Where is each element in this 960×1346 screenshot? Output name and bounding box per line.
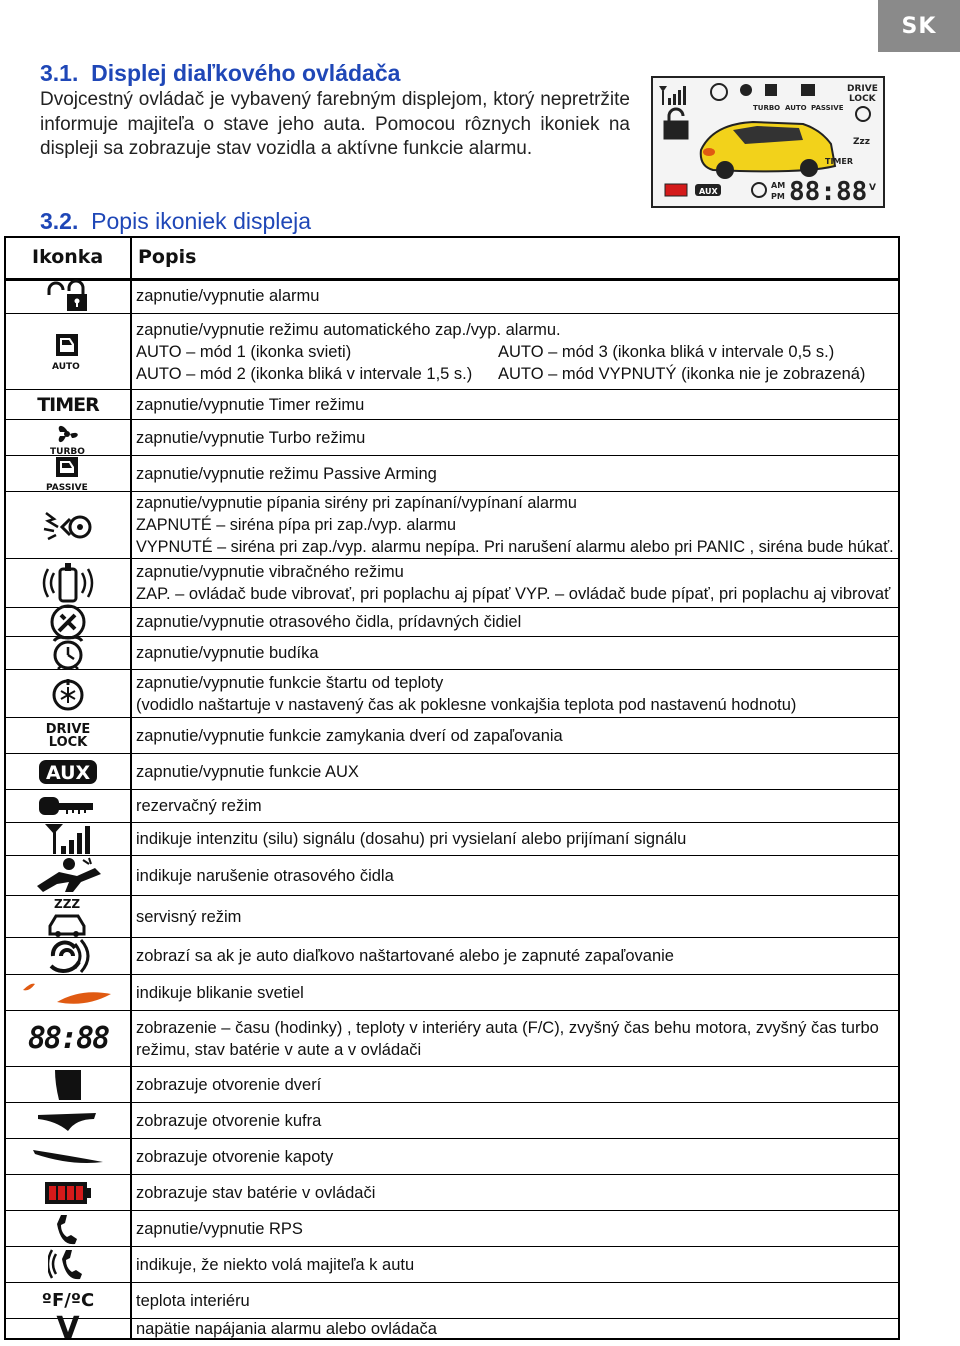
table-row [6, 278, 898, 314]
passive-icon [6, 456, 130, 491]
description-line: VYPNUTÉ – siréna pri zap./vyp. alarmu nepípa. Pri narušení alarmu alebo pri PANIC , siréna bude húkať. [136, 538, 894, 556]
row-description [136, 718, 894, 753]
row-description [136, 938, 894, 974]
row-description [136, 559, 894, 607]
lights-icon [6, 975, 130, 1010]
section-3-2-heading: 3.2. Popis ikoniek displeja [40, 208, 312, 234]
table-row [6, 856, 898, 896]
row-description [136, 754, 894, 789]
table-row [6, 790, 898, 823]
pm-label: PM [771, 192, 785, 201]
table-row [6, 1247, 898, 1283]
row-description [136, 975, 894, 1010]
table-row [6, 637, 898, 670]
table-row [6, 896, 898, 938]
row-description [136, 823, 894, 855]
lock-label: LOCK [849, 94, 876, 104]
row-description [136, 1103, 894, 1138]
table-row [6, 1283, 898, 1319]
row-description [136, 1011, 894, 1066]
description-line: zapnutie/vypnutie budíka [136, 644, 319, 662]
row-description [136, 856, 894, 895]
description-line: zobrazuje otvorenie kufra [136, 1111, 322, 1130]
table-row [6, 823, 898, 856]
key-icon [6, 790, 130, 822]
table-row [6, 390, 898, 420]
svg-text:AUX: AUX [46, 761, 91, 784]
table-row [6, 1067, 898, 1103]
description-line: zobrazuje otvorenie dverí [136, 1075, 322, 1094]
description-line: zapnutie/vypnutie funkcie AUX [136, 762, 359, 781]
description-line: teplota interiéru [136, 1291, 250, 1310]
table-row [6, 1103, 898, 1139]
row-description [136, 1247, 894, 1282]
header-description: Popis [138, 246, 197, 268]
row-description [136, 1211, 894, 1246]
description-line: zapnutie/vypnutie pípania sirény pri zapínaní/vypínaní alarmu [136, 494, 577, 512]
row-description [136, 390, 894, 419]
padlock-icon [6, 278, 130, 313]
clock-digits: 88:88 [789, 177, 868, 206]
engine-running-icon [6, 938, 130, 974]
signal-icon [659, 86, 686, 105]
row-description [136, 1319, 894, 1338]
table-row [6, 670, 898, 718]
battery-icon [665, 184, 687, 196]
intruder-icon [6, 856, 130, 895]
drive-label: DRIVE [847, 84, 878, 94]
auto-label: AUTO [785, 104, 807, 112]
aux-label: AUX [699, 187, 718, 196]
description-line: indikuje intenzitu (silu) signálu (dosahu) pri vysielaní alebo prijímaní signálu [136, 830, 687, 848]
table-row [6, 1175, 898, 1211]
description-line: zapnutie/vypnutie Timer režimu [136, 395, 365, 414]
table-row [6, 975, 898, 1011]
volt-label: V [869, 183, 876, 193]
description-line: zobrazí sa ak je auto diaľkovo naštartované alebo je zapnuté zapaľovanie [136, 947, 674, 965]
description-line: indikuje, že niekto volá majiteľa k autu [136, 1255, 415, 1274]
vibration-icon [6, 559, 130, 607]
am-label: AM [771, 181, 786, 190]
temperature-start-icon [856, 107, 870, 121]
display-drawing [653, 78, 883, 206]
icon-table [4, 236, 900, 1346]
row-description [136, 420, 894, 455]
shock-sensor-icon [711, 84, 727, 100]
description-cell: AUTO – mód 3 (ikonka bliká v intervale 0,5 s.) [498, 342, 835, 361]
phone-icon [6, 1211, 130, 1246]
svg-text:ZZZ: ZZZ [54, 896, 81, 911]
row-description [136, 278, 894, 313]
aux-icon [6, 754, 130, 789]
description-line: indikuje blikanie svetiel [136, 983, 304, 1002]
padlock-icon [665, 109, 687, 138]
car-icon [701, 122, 835, 179]
signal-icon [6, 823, 130, 855]
table-row [6, 1139, 898, 1175]
svg-text:PASSIVE: PASSIVE [46, 482, 88, 493]
table-row [6, 1311, 898, 1346]
description-line: ZAPNUTÉ – siréna pípa pri zap./vyp. alarmu [136, 516, 457, 534]
table-row [6, 559, 898, 608]
description-line: napätie napájania alarmu alebo ovládača [136, 1319, 437, 1338]
siren-icon [6, 492, 130, 558]
table-row [6, 492, 898, 559]
turbo-label: TURBO [753, 104, 781, 112]
description-line: ZAP. – ovládač bude vibrovať, pri poplachu aj pípať VYP. – ovládač bude pípať, pri poplachu aj vibrovať [136, 585, 891, 603]
description-line: zapnutie/vypnutie Turbo režimu [136, 428, 366, 447]
description-line: režimu, stav batérie v aute a v ovládači [136, 1040, 422, 1059]
temperature-start-icon [6, 670, 130, 717]
alarm-clock-icon [6, 637, 130, 669]
row-description [136, 1067, 894, 1102]
description-line: zobrazuje stav batérie v ovládači [136, 1183, 376, 1202]
description-line: rezervačný režim [136, 797, 262, 815]
service-icon [6, 896, 130, 937]
table-row [6, 608, 898, 637]
table-row [6, 456, 898, 492]
alarm-clock-icon [752, 183, 766, 197]
description-line: zapnutie/vypnutie otrasového čidla, prídavných čidiel [136, 613, 522, 631]
description-pair [136, 363, 894, 385]
row-description [136, 896, 894, 937]
description-pair [136, 341, 894, 363]
temperature-unit-icon: ºF/ºC [41, 1290, 95, 1311]
passive-icon [801, 84, 815, 96]
row-description [136, 1175, 894, 1210]
header-icon: Ikonka [32, 246, 104, 268]
hood-icon [6, 1139, 130, 1174]
row-description [136, 637, 894, 669]
row-description [136, 790, 894, 822]
description-cell: AUTO – mód 1 (ikonka svieti) [136, 342, 352, 361]
description-line: zapnutie/vypnutie vibračného režimu [136, 563, 404, 581]
description-cell: AUTO – mód 2 (ikonka bliká v intervale 1,5 s.) [136, 364, 473, 383]
description-line: indikuje narušenie otrasového čidla [136, 866, 394, 885]
description-line: zapnutie/vypnutie alarmu [136, 286, 320, 305]
description-line: zobrazuje otvorenie kapoty [136, 1147, 334, 1166]
turbo-icon [6, 420, 130, 455]
zzz-label: Zzz [853, 137, 871, 147]
row-description [136, 1139, 894, 1174]
passive-label: PASSIVE [811, 104, 844, 112]
section-3-1-text: Dvojcestný ovládač je vybavený farebným displejom, ktorý nepretržite informuje majiteľa o stave jeho auta. Pomocou rôznych ikoniek na displeji sa zobrazuje stav vozidla a aktívne funkcie alarmu. [40, 89, 630, 159]
row-description [136, 314, 894, 389]
phone-ringing-icon [6, 1247, 130, 1282]
description-line: zapnutie/vypnutie režimu Passive Arming [136, 464, 437, 483]
description-line: zobrazenie – času (hodinky) , teploty v interiéry auta (F/C), zvyšný čas behu motora, zvyšný čas turbo [136, 1018, 879, 1037]
trunk-icon [6, 1103, 130, 1138]
door-icon [6, 1067, 130, 1102]
battery-icon [6, 1175, 130, 1210]
language-badge: SK [878, 0, 960, 52]
auto-icon [6, 314, 130, 389]
turbo-icon [740, 84, 752, 96]
drive-lock-icon: DRIVE LOCK [45, 721, 91, 750]
auto-icon [765, 84, 777, 96]
description-line: zapnutie/vypnutie režimu automatického zap./vyp. alarmu. [136, 320, 561, 339]
section-3-1-heading: 3.1. Displej diaľkového ovládača [40, 60, 401, 86]
table-header [6, 238, 898, 281]
table-row [6, 1211, 898, 1247]
svg-text:TURBO: TURBO [50, 446, 85, 456]
description-cell: AUTO – mód VYPNUTÝ (ikonka nie je zobrazená) [498, 364, 866, 383]
description-line: servisný režim [136, 907, 242, 926]
table-row [6, 938, 898, 975]
table-row [6, 1011, 898, 1067]
row-description [136, 1283, 894, 1318]
shock-sensor-icon [6, 608, 130, 636]
voltage-icon: V [56, 1311, 80, 1346]
timer-label: TIMER [825, 157, 854, 166]
clock-digits-icon: 88:88 [27, 1021, 109, 1056]
row-description [136, 456, 894, 491]
description-line: (vodidlo naštartuje v nastavený čas ak poklesne vonkajšia teplota pod nastavenú hodnotu) [136, 695, 797, 714]
row-description [136, 492, 894, 558]
timer-icon: TIMER [37, 393, 99, 416]
table-row [6, 718, 898, 754]
table-row [6, 420, 898, 456]
description-line: zapnutie/vypnutie funkcie zamykania dverí od zapaľovania [136, 726, 563, 745]
description-line: zapnutie/vypnutie funkcie štartu od teploty [136, 673, 444, 692]
table-row [6, 754, 898, 790]
table-row [6, 314, 898, 390]
description-line: zapnutie/vypnutie RPS [136, 1219, 303, 1238]
svg-text:AUTO: AUTO [52, 361, 80, 372]
row-description [136, 608, 894, 636]
remote-display-illustration [651, 76, 885, 208]
row-description [136, 670, 894, 717]
